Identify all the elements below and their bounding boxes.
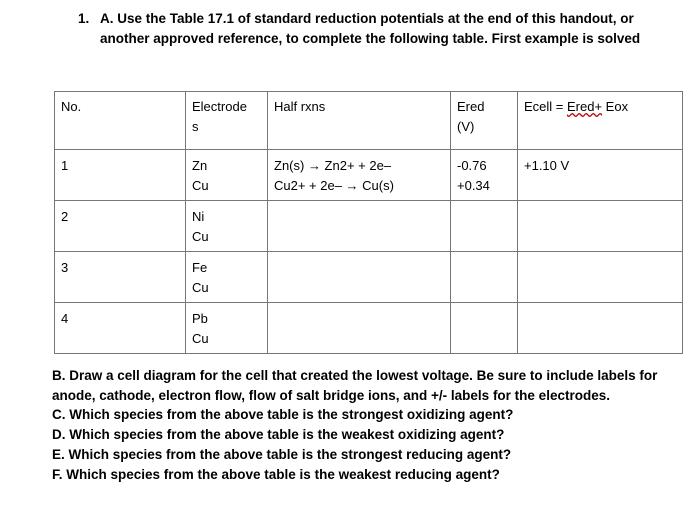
table-row (55, 201, 683, 252)
row-number: 3 (55, 252, 186, 303)
part-f-text: F. Which species from the above table is the weakest reducing agent? (52, 466, 500, 482)
spellcheck-squiggle: Ered+ (567, 99, 603, 114)
table-row (55, 303, 683, 354)
table-header-row (55, 92, 683, 150)
ecell-cell[interactable] (518, 252, 683, 303)
question-text: A. Use the Table 17.1 of standard reduction potentials at the end of this handout, or another approved reference, to complete the following table. First example is solved (100, 11, 641, 46)
ecell-prefix: Ecell = (524, 99, 567, 114)
follow-up-questions (52, 366, 682, 484)
table-row (55, 252, 683, 303)
header-ered: Ered (V) (451, 92, 518, 150)
half-rxns-cell[interactable]: Zn(s) → Zn2+ + 2e– Cu2+ + 2e– → Cu(s) (268, 150, 451, 201)
half-rxns-cell[interactable] (268, 201, 451, 252)
question-number: 1. (78, 11, 90, 26)
ered-cell[interactable] (451, 201, 518, 252)
part-d-text: D. Which species from the above table is the weakest oxidizing agent? (52, 427, 505, 443)
part-e-text: E. Which species from the above table is the strongest reducing agent? (52, 446, 512, 462)
header-half-rxns: Half rxns (268, 92, 451, 150)
header-ecell (518, 92, 683, 150)
row-number: 4 (55, 303, 186, 354)
header-electrodes: Electrode s (186, 92, 268, 150)
table-row (55, 150, 683, 201)
ecell-cell[interactable] (518, 201, 683, 252)
half-rxns-cell[interactable] (268, 252, 451, 303)
electrodes-cell: Zn Cu (186, 150, 268, 201)
electrodes-cell: Pb Cu (186, 303, 268, 354)
ered-cell[interactable] (451, 303, 518, 354)
electrodes-cell: Fe Cu (186, 252, 268, 303)
electrodes-cell: Ni Cu (186, 201, 268, 252)
ecell-cell[interactable] (518, 303, 683, 354)
ered-cell[interactable] (451, 252, 518, 303)
ecell-cell[interactable]: +1.10 V (518, 150, 683, 201)
part-b-text: B. Draw a cell diagram for the cell that created the lowest voltage. Be sure to include labels for anode, cathode, electron flow, flow of salt bridge ions, and +/- labels for the electrodes. (52, 368, 658, 403)
reduction-potential-table (54, 91, 683, 354)
ered-cell[interactable]: -0.76 +0.34 (451, 150, 518, 201)
half-rxns-cell[interactable] (268, 303, 451, 354)
part-c-text: C. Which species from the above table is the strongest oxidizing agent? (52, 407, 514, 423)
row-number: 2 (55, 201, 186, 252)
ecell-suffix: Eox (602, 99, 629, 114)
header-no: No. (55, 92, 186, 150)
row-number: 1 (55, 150, 186, 201)
